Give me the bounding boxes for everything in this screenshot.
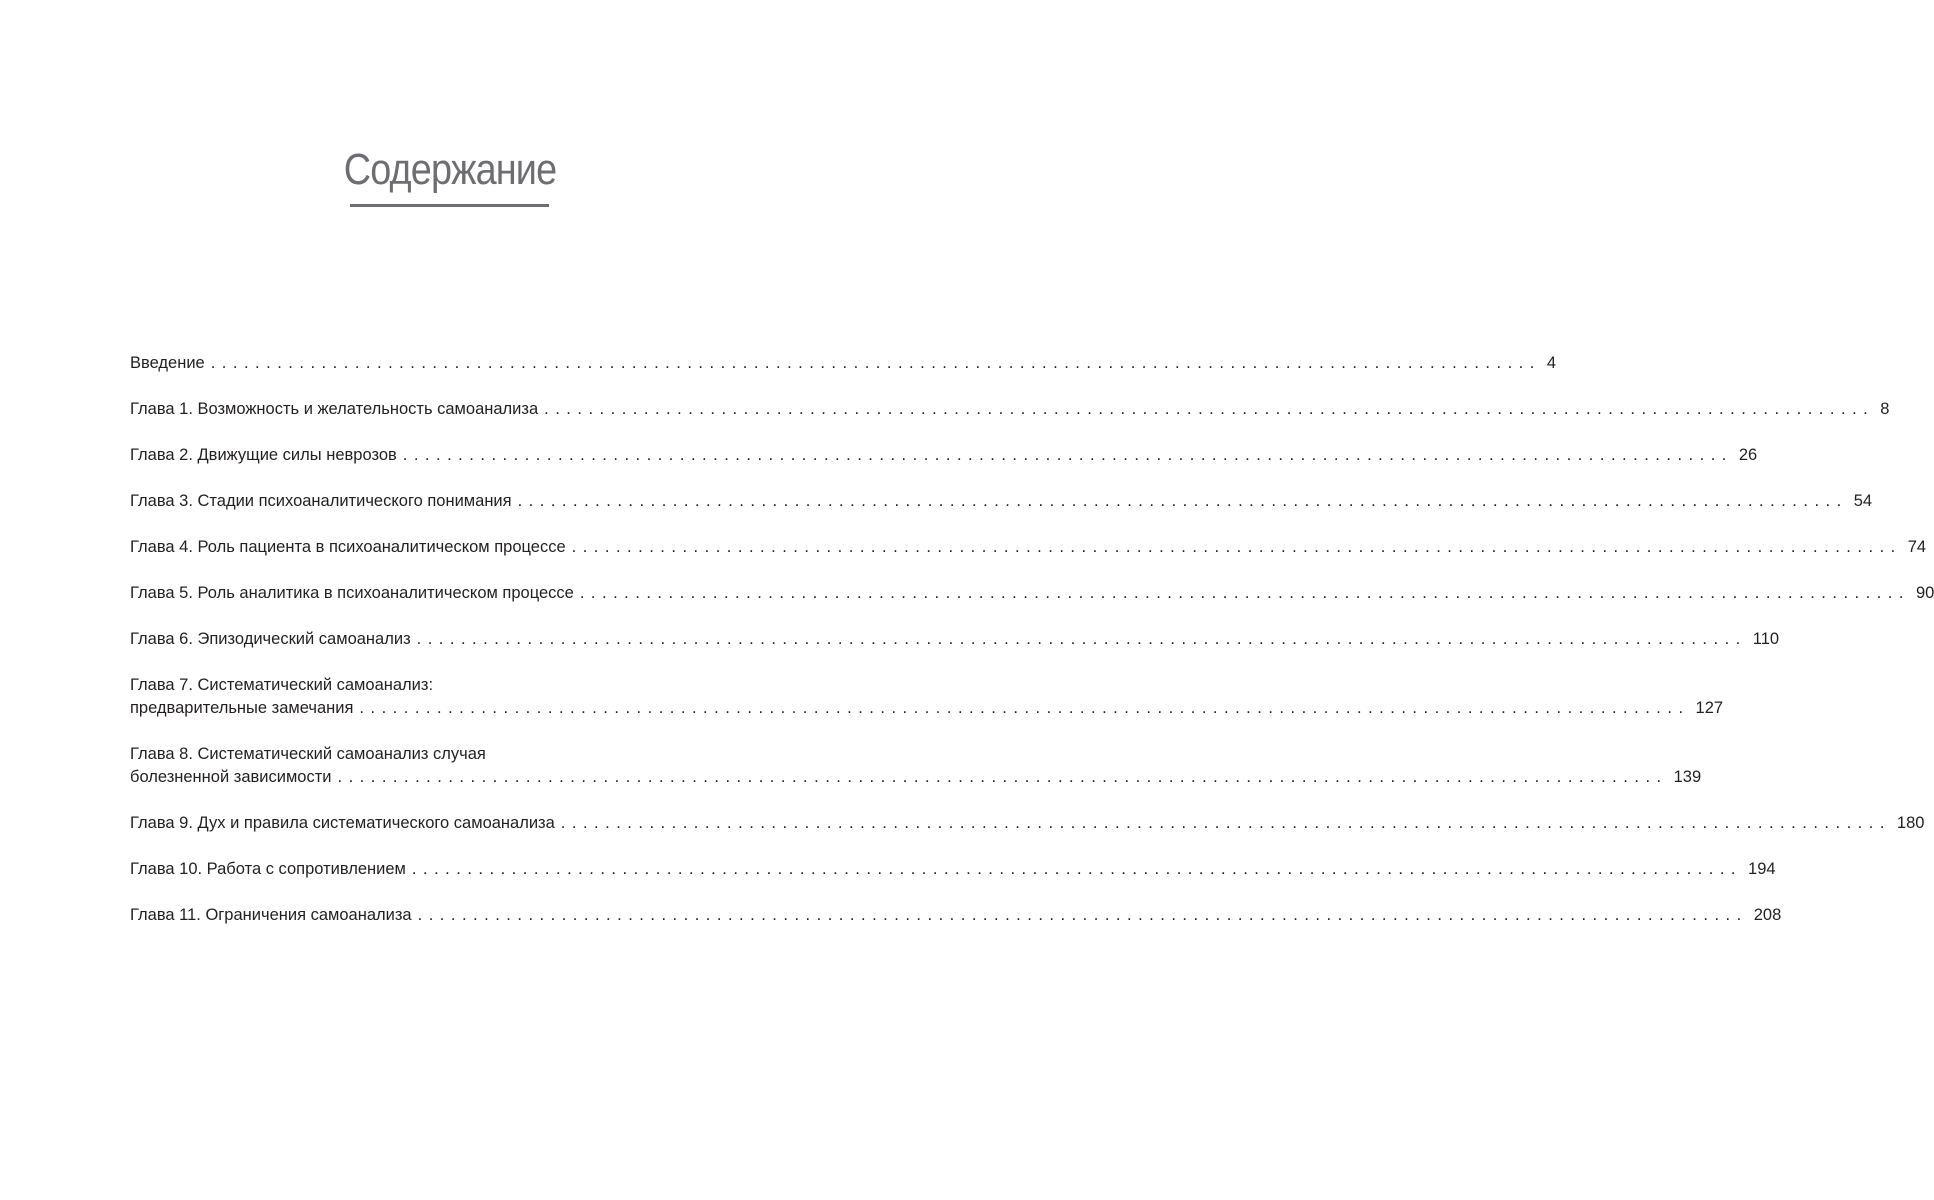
toc-entry-chapter-1[interactable] xyxy=(130,398,1890,421)
toc-entry-chapter-7[interactable] xyxy=(130,674,1724,720)
dot-leader: ........................................................................................................................ xyxy=(210,354,1541,372)
toc-entry-label: Глава 11. Ограничения самоанализа xyxy=(130,906,412,924)
toc-entry-label: Глава 3. Стадии психоаналитического понимания xyxy=(130,492,512,510)
toc-entry-chapter-2[interactable] xyxy=(130,444,1758,467)
toc-entry-page: 8 xyxy=(1880,400,1890,418)
dot-leader: ........................................................................................................................ xyxy=(560,814,1891,832)
toc-entry-label: болезненной зависимости xyxy=(130,768,332,786)
toc-entry-chapter-11[interactable] xyxy=(130,904,1782,927)
dot-leader: ........................................................................................................................ xyxy=(517,492,1848,510)
toc-entry-chapter-10[interactable] xyxy=(130,858,1776,881)
toc-entry-page: 194 xyxy=(1748,860,1776,878)
toc-entry-page: 90 xyxy=(1915,584,1934,602)
table-of-contents xyxy=(130,352,1934,950)
dot-leader: ........................................................................................................................ xyxy=(402,446,1733,464)
toc-entry-heading: Глава 8. Систематический самоанализ случая xyxy=(130,745,486,763)
toc-entry-label: Введение xyxy=(130,354,205,372)
dot-leader: ........................................................................................................................ xyxy=(544,400,1875,418)
dot-leader: ........................................................................................................................ xyxy=(571,538,1902,556)
toc-entry-label: Глава 2. Движущие силы неврозов xyxy=(130,446,397,464)
toc-entry-label: предварительные замечания xyxy=(130,699,354,717)
dot-leader: ........................................................................................................................ xyxy=(359,699,1690,717)
toc-entry-chapter-9[interactable] xyxy=(130,812,1925,835)
toc-entry-label: Глава 10. Работа с сопротивлением xyxy=(130,860,406,878)
toc-entry-chapter-3[interactable] xyxy=(130,490,1873,513)
toc-entry-page: 54 xyxy=(1853,492,1873,510)
dot-leader: ........................................................................................................................ xyxy=(411,860,1743,878)
dot-leader: ........................................................................................................................ xyxy=(337,768,1668,786)
toc-entry-page: 139 xyxy=(1673,768,1702,786)
toc-entry-page: 26 xyxy=(1738,446,1758,464)
toc-entry-chapter-8[interactable] xyxy=(130,743,1702,789)
toc-entry-label: Глава 5. Роль аналитика в психоаналитическом процессе xyxy=(130,584,574,602)
title-underline xyxy=(350,204,549,207)
toc-entry-introduction[interactable] xyxy=(130,352,1557,375)
toc-entry-label: Глава 9. Дух и правила систематического самоанализа xyxy=(130,814,555,832)
toc-entry-heading: Глава 7. Систематический самоанализ: xyxy=(130,676,434,694)
dot-leader: ........................................................................................................................ xyxy=(416,630,1747,648)
toc-entry-page: 208 xyxy=(1753,906,1782,924)
toc-entry-page: 4 xyxy=(1546,354,1557,372)
toc-entry-page: 127 xyxy=(1695,699,1724,717)
toc-entry-chapter-5[interactable] xyxy=(130,582,1934,605)
dot-leader: ........................................................................................................................ xyxy=(579,584,1910,602)
toc-entry-label: Глава 4. Роль пациента в психоаналитическом процессе xyxy=(130,538,566,556)
toc-entry-page: 180 xyxy=(1896,814,1925,832)
toc-entry-page: 74 xyxy=(1907,538,1927,556)
toc-entry-chapter-4[interactable] xyxy=(130,536,1927,559)
page-title: Содержание xyxy=(343,145,557,194)
toc-entry-label: Глава 6. Эпизодический самоанализ xyxy=(130,630,411,648)
dot-leader: ........................................................................................................................ xyxy=(417,906,1748,924)
toc-entry-label: Глава 1. Возможность и желательность самоанализа xyxy=(130,400,539,418)
toc-entry-chapter-6[interactable] xyxy=(130,628,1780,651)
toc-entry-page: 110 xyxy=(1752,630,1780,648)
